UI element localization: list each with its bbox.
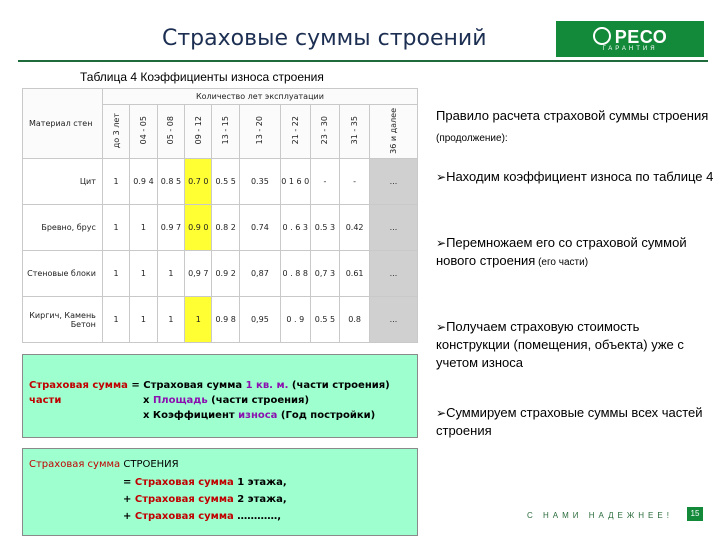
column-header: 23 - 30: [310, 105, 340, 159]
slide-title: Страховые суммы строений: [162, 26, 487, 51]
table-cell: 1: [130, 297, 157, 343]
table-cell: 0.35: [239, 159, 280, 205]
table-cell: 1: [130, 251, 157, 297]
row-name: Стеновые блоки: [23, 251, 103, 297]
table-cell: 0.5 5: [310, 297, 340, 343]
table-cell: 0.42: [340, 205, 370, 251]
bullet-item: ➢Находим коэффициент износа по таблице 4: [436, 169, 714, 184]
formula-line: Страховая сумма = Страховая сумма 1 кв. м. (части строения): [29, 380, 390, 391]
row-name: Киргич, Камень Бетон: [23, 297, 103, 343]
table-cell: 0.74: [239, 205, 280, 251]
table-row: [23, 251, 418, 297]
table-cell: 0.5 3: [310, 205, 340, 251]
table-cell: ...: [369, 205, 417, 251]
page-number: 15: [687, 507, 703, 521]
column-header: 04 - 05: [130, 105, 157, 159]
formula-line: х Площадь (части строения): [143, 395, 310, 406]
material-header: Материал стен: [23, 89, 103, 159]
table-cell: 0,87: [239, 251, 280, 297]
formula-line: = Страховая сумма 1 этажа,: [123, 477, 287, 488]
table-cell: 0.9 7: [157, 205, 184, 251]
header-divider: [18, 60, 708, 62]
row-name: Цит: [23, 159, 103, 205]
formula-line: части: [29, 395, 62, 406]
table-caption: Таблица 4 Коэффициенты износа строения: [80, 70, 324, 84]
bullet-item: ➢Перемножаем его со страховой суммой нового строения (его части): [436, 235, 687, 268]
table-cell: 1: [130, 205, 157, 251]
rule-heading: Правило расчета страховой суммы строения (продолжение):: [436, 108, 709, 144]
formula-line: х Коэффициент износа (Год постройки): [143, 410, 376, 421]
logo-brand: РЕСО: [614, 26, 668, 47]
table-cell: 1: [102, 159, 129, 205]
table-cell: 0 1 6 0: [280, 159, 310, 205]
table-cell: 0.61: [340, 251, 370, 297]
table-cell: ...: [369, 159, 417, 205]
table-cell: 1: [102, 205, 129, 251]
table-cell: ...: [369, 251, 417, 297]
column-header: 31 - 35: [340, 105, 370, 159]
table-cell: 0.8: [340, 297, 370, 343]
arrow-bullet-icon: ➢: [436, 236, 447, 250]
table-cell: -: [310, 159, 340, 205]
logo-sub: ГАРАНТИЯ: [602, 45, 658, 52]
bullet-item: ➢Суммируем страховые суммы всех частей строения: [436, 405, 703, 438]
formula-line: Страховая сумма СТРОЕНИЯ: [29, 459, 179, 470]
arrow-bullet-icon: ➢: [436, 406, 447, 420]
reso-logo: [556, 21, 704, 57]
table-cell: 0,9 7: [185, 251, 212, 297]
column-header: до 3 лет: [102, 105, 129, 159]
table-cell: 1: [102, 251, 129, 297]
table-cell: ...: [369, 297, 417, 343]
wear-coefficient-table: [22, 88, 418, 343]
column-header: 36 и далее: [369, 105, 417, 159]
table-cell: 1: [157, 297, 184, 343]
table-cell: 0 . 8 8: [280, 251, 310, 297]
table-cell: 0.9 0: [185, 205, 212, 251]
arrow-bullet-icon: ➢: [436, 320, 447, 334]
table-cell: 1: [185, 297, 212, 343]
table-cell: 0 . 6 3: [280, 205, 310, 251]
table-cell: 0.9 4: [130, 159, 157, 205]
footer-slogan: С НАМИ НАДЕЖНЕЕ!: [527, 511, 673, 520]
table-row: [23, 205, 418, 251]
column-header: 13 - 15: [212, 105, 239, 159]
table-cell: 0,95: [239, 297, 280, 343]
column-header: 09 - 12: [185, 105, 212, 159]
column-header: 05 - 08: [157, 105, 184, 159]
table-row: [23, 159, 418, 205]
table-cell: 0.9 8: [212, 297, 239, 343]
column-header: 21 - 22: [280, 105, 310, 159]
arrow-bullet-icon: ➢: [436, 170, 447, 184]
bullet-item: ➢Получаем страховую стоимость конструкции (помещения, объекта) уже с учетом износа: [436, 319, 684, 370]
table-cell: 0.8 5: [157, 159, 184, 205]
table-cell: 0 . 9: [280, 297, 310, 343]
table-cell: -: [340, 159, 370, 205]
row-name: Бревно, брус: [23, 205, 103, 251]
years-header: Количество лет эксплуатации: [102, 89, 417, 105]
table-cell: 0.7 0: [185, 159, 212, 205]
formula-box-building: [22, 448, 418, 536]
column-header: 13 - 20: [239, 105, 280, 159]
table-row: [23, 297, 418, 343]
formula-line: + Страховая сумма 2 этажа,: [123, 494, 287, 505]
table-cell: 1: [102, 297, 129, 343]
formula-line: + Страховая сумма …………,: [123, 511, 282, 522]
table-cell: 1: [157, 251, 184, 297]
table-cell: 0.9 2: [212, 251, 239, 297]
reso-logo-icon: [593, 27, 611, 45]
table-cell: 0.8 2: [212, 205, 239, 251]
formula-box-part: [22, 354, 418, 438]
table-cell: 0.5 5: [212, 159, 239, 205]
table-cell: 0,7 3: [310, 251, 340, 297]
